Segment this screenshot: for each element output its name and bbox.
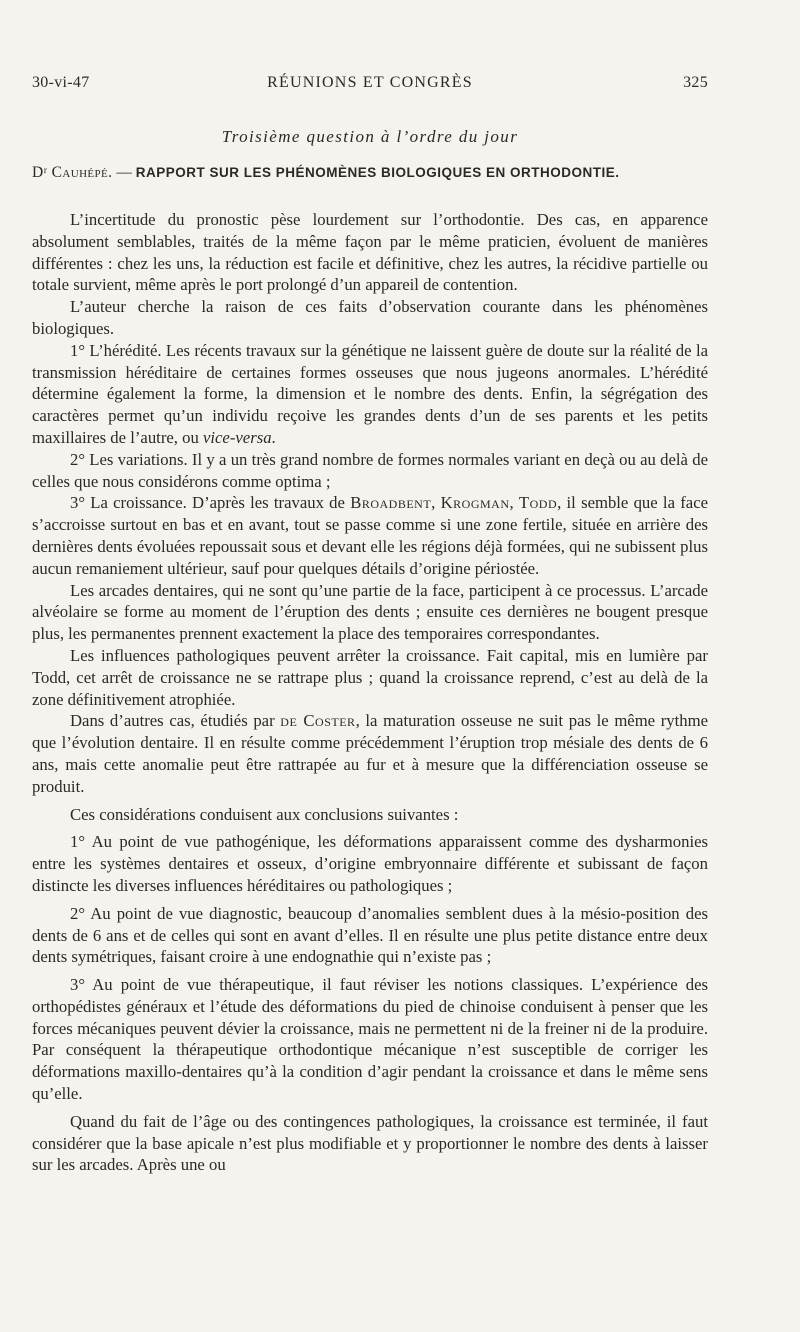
paragraph-text: , <box>431 493 441 513</box>
paragraph: 2° Au point de vue diagnostic, beaucoup d’anomalies semblent dues à la mésio-position des dents de 6 ans et de celles qui sont en avant d’elles. Il en résulte une plus petite distance entre deux dents symétriques, faisant croire à une endognathie qui n’existe pas ; <box>32 903 708 967</box>
paragraph: Quand du fait de l’âge ou des contingences pathologiques, la croissance est terminée, il faut considérer que la base apicale n’est plus modifiable et y proportionner le nombre des dents à laisser sur les arcades. Après une ou <box>32 1111 708 1175</box>
paragraph: L’auteur cherche la raison de ces faits d’observation courante dans les phénomènes biologiques. <box>32 297 708 338</box>
header-section-title: RÉUNIONS ET CONGRÈS <box>267 74 473 91</box>
report-dash: — <box>112 164 136 181</box>
paragraph <box>32 710 708 797</box>
paragraph-text: . <box>271 427 276 447</box>
paragraph: Les influences pathologiques peuvent arrêter la croissance. Fait capital, mis en lumière par Todd, cet arrêt de croissance ne se rattrape plus ; quand la croissance reprend, c’est au delà de la zone définitivement atrophiée. <box>32 645 708 709</box>
cited-author: Todd <box>518 493 558 513</box>
paragraph: Les arcades dentaires, qui ne sont qu’une partie de la face, participent à ce processus. L’arcade alvéolaire se forme au moment de l’éruption des dents ; ensuite ces dernières ne bougent presque plus, les permanentes prennent exactement la place des temporaires correspondantes. <box>32 580 708 644</box>
running-header <box>32 74 708 96</box>
cited-author: Broadbent <box>350 493 432 513</box>
paragraph-text: , la maturation osseuse ne suit pas le même rythme que l’évolution dentaire. Il en résulte comme précédemment l’éruption trop mésiale des dents de 6 ans, mais cette anomalie peut être rattrapée au fur et à mesure que la différenciation osseuse se produit. <box>32 711 708 796</box>
paragraph: Ces considérations conduisent aux conclusions suivantes : <box>70 804 459 824</box>
paragraph: 1° Au point de vue pathogénique, les déformations apparaissent comme des dysharmonies entre les systèmes dentaires et osseux, d’origine embryonnaire différente et subissant de façon distincte les diverses influences héréditaires ou pathologiques ; <box>32 832 708 895</box>
paragraph <box>32 492 708 579</box>
paragraph-text: 1° L’hérédité. Les récents travaux sur la génétique ne laissent guère de doute sur la réalité de la transmission héréditaire de certaines formes osseuses que nous jugeons anormales. L’hérédité détermine également la forme, la dimension et le nombre des dents. Enfin, la ségrégation des caractères permet qu’un individu reçoive les grandes dents d’un de ses parents et les petits maxillaires de l’autre, ou <box>32 340 708 447</box>
report-author: Dʳ Cauhépé. <box>32 164 113 181</box>
paragraph: L’incertitude du pronostic pèse lourdement sur l’orthodontie. Des cas, en apparence absolument semblables, traités de la même façon par le même praticien, évoluent de manières différentes : chez les uns, la réduction est facile et définitive, chez les autres, la récidive partielle ou totale survient, même après le port prolongé d’un appareil de contention. <box>32 210 708 295</box>
paragraph-text: 3° La croissance. D’après les travaux de <box>70 493 351 513</box>
question-title: Troisième question à l’ordre du jour <box>221 127 519 146</box>
paragraph-text: , <box>509 493 519 513</box>
header-date: 30-vi-47 <box>32 74 90 91</box>
paragraph-text: Dans d’autres cas, étudiés par <box>70 711 281 731</box>
body-text <box>32 209 708 1176</box>
cited-author: Krogman <box>440 493 510 513</box>
cited-author: de Coster <box>280 711 356 731</box>
paragraph: 3° Au point de vue thérapeutique, il faut réviser les notions classiques. L’expérience des orthopédistes généraux et l’étude des déformations du pied de chinoise conduisent à penser que les forces mécaniques peuvent dévier la croissance, mais ne permettent ni de la freiner ni de la produire. Par conséquent la thérapeutique orthodontique mécanique n’est susceptible de corriger les déformations maxillo-dentaires qu’à la condition d’agir pendant la croissance et dans le même sens qu’elle. <box>32 975 708 1104</box>
paragraph: 2° Les variations. Il y a un très grand nombre de formes normales variant en deçà ou au delà de celles que nous considérons comme optima ; <box>32 449 708 491</box>
report-heading <box>32 163 708 182</box>
italic-phrase: vice-versa <box>202 427 272 447</box>
page-number: 325 <box>683 74 708 91</box>
paragraph-text: , il semble que la face s’accroisse surtout en bas et en avant, tout se passe comme si une zone fertile, située en arrière des dernières dents évoluées repoussait sous et devant elle les régions déjà formées, qui ne subissent plus aucun remaniement ultérieur, sauf pour quelques détails d’origine périostée. <box>32 493 709 578</box>
report-title: RAPPORT SUR LES PHÉNOMÈNES BIOLOGIQUES EN ORTHODONTIE. <box>135 165 620 180</box>
paragraph <box>32 340 708 449</box>
